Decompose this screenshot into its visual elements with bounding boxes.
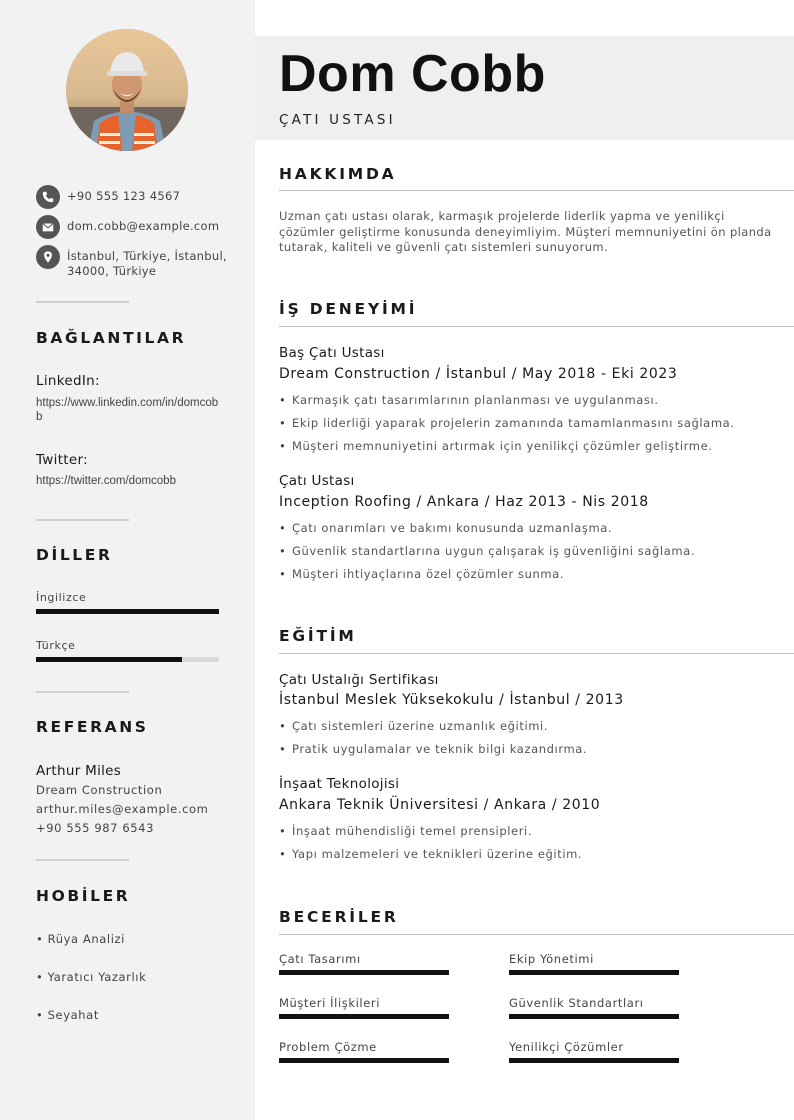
reference-company: Dream Construction — [36, 783, 163, 797]
skill-name: Ekip Yönetimi — [509, 952, 594, 966]
list-item: • Müşteri memnuniyetini artırmak için yenilikçi çözümler geliştirme. — [279, 439, 713, 453]
bullet-icon: • — [279, 742, 287, 756]
skill-level-fill — [509, 1058, 679, 1063]
address-text: İstanbul, Türkiye, İstanbul, 34000, Türkiye — [67, 249, 227, 278]
section-divider — [279, 653, 794, 654]
reference-name: Arthur Miles — [36, 763, 122, 779]
sidebar-divider — [36, 519, 129, 521]
list-item: • Karmaşık çatı tasarımlarının planlanması ve uygulanması. — [279, 393, 659, 407]
skill-level-fill — [279, 1014, 449, 1019]
skill-name: Yenilikçi Çözümler — [509, 1040, 624, 1054]
job-title: ÇATI USTASI — [279, 112, 396, 128]
skills-heading: BECERİLER — [279, 908, 399, 926]
education-heading: EĞİTİM — [279, 627, 357, 645]
reference-phone: +90 555 987 6543 — [36, 821, 155, 835]
language-level-fill — [36, 609, 219, 614]
sidebar-divider — [36, 301, 129, 303]
reference-heading: REFERANS — [36, 718, 149, 736]
list-item: • Güvenlik standartlarına uygun çalışarak iş güvenliğini sağlama. — [279, 544, 696, 558]
job-role: Çatı Ustası — [279, 473, 355, 489]
skill-name: Çatı Tasarımı — [279, 952, 361, 966]
job-role: Baş Çatı Ustası — [279, 345, 385, 361]
bullet-icon: • — [279, 847, 287, 861]
skill-level-fill — [279, 1058, 449, 1063]
language-level-fill — [36, 657, 182, 662]
bullet-icon: • — [36, 932, 44, 946]
bullet-icon: • — [279, 719, 287, 733]
experience-heading: İŞ DENEYİMİ — [279, 300, 418, 318]
languages-heading: DİLLER — [36, 546, 113, 564]
language-level-bar — [36, 609, 219, 614]
email-text: dom.cobb@example.com — [67, 219, 220, 233]
skill-level-bar — [279, 970, 449, 975]
sidebar — [0, 0, 255, 1120]
sidebar-divider — [36, 691, 129, 693]
list-item: • Pratik uygulamalar ve teknik bilgi kazandırma. — [279, 742, 588, 756]
education-school: Ankara Teknik Üniversitesi / Ankara / 2010 — [279, 797, 601, 813]
location-pin-icon — [36, 245, 60, 269]
skill-level-bar — [279, 1014, 449, 1019]
skill-level-bar — [509, 1014, 679, 1019]
hobby-item: • Seyahat — [36, 1008, 99, 1022]
about-text: Uzman çatı ustası olarak, karmaşık projelerde liderlik yapma ve yenilikçi çözümler geliştirme konusunda deneyimliyim. Müşteri memnuniyetini ön planda tutarak, kaliteli ve güvenli çatı sistemleri sunuyorum. — [279, 209, 772, 254]
bullet-icon: • — [279, 416, 287, 430]
twitter-link[interactable]: https://twitter.com/domcobb — [36, 475, 176, 487]
education-degree: İnşaat Teknolojisi — [279, 776, 400, 792]
skill-name: Güvenlik Standartları — [509, 996, 644, 1010]
language-level-bar — [36, 657, 219, 662]
bullet-icon: • — [279, 824, 287, 838]
section-divider — [279, 934, 794, 935]
profile-photo — [66, 29, 188, 151]
bullet-icon: • — [279, 544, 287, 558]
list-item: • Çatı onarımları ve bakımı konusunda uzmanlaşma. — [279, 521, 613, 535]
hobbies-heading: HOBİLER — [36, 887, 131, 905]
education-degree: Çatı Ustalığı Sertifikası — [279, 672, 439, 688]
list-item: • Ekip liderliği yaparak projelerin zamanında tamamlanmasını sağlama. — [279, 416, 735, 430]
job-company: Dream Construction / İstanbul / May 2018 - Eki 2023 — [279, 366, 678, 382]
list-item: • Çatı sistemleri üzerine uzmanlık eğitimi. — [279, 719, 549, 733]
bullet-icon: • — [279, 521, 287, 535]
sidebar-divider — [36, 859, 129, 861]
phone-text: +90 555 123 4567 — [67, 189, 181, 203]
skill-name: Müşteri İlişkileri — [279, 996, 380, 1010]
list-item: • Müşteri ihtiyaçlarına özel çözümler sunma. — [279, 567, 565, 581]
envelope-icon — [36, 215, 60, 239]
twitter-label: Twitter: — [36, 452, 88, 468]
skill-level-fill — [509, 1014, 679, 1019]
links-heading: BAĞLANTILAR — [36, 329, 187, 347]
hobby-item: • Rüya Analizi — [36, 932, 125, 946]
phone-icon — [36, 185, 60, 209]
job-company: Inception Roofing / Ankara / Haz 2013 - Nis 2018 — [279, 494, 649, 510]
bullet-icon: • — [36, 1008, 44, 1022]
bullet-icon: • — [279, 393, 287, 407]
contact-email — [36, 215, 236, 239]
section-divider — [279, 326, 794, 327]
hobby-item: • Yaratıcı Yazarlık — [36, 970, 147, 984]
about-heading: HAKKIMDA — [279, 165, 397, 183]
skill-level-bar — [279, 1058, 449, 1063]
linkedin-label: LinkedIn: — [36, 373, 100, 389]
language-name: İngilizce — [36, 591, 87, 604]
page-title: Dom Cobb — [279, 45, 546, 103]
section-divider — [279, 190, 794, 191]
skill-level-fill — [279, 970, 449, 975]
main-content — [255, 0, 794, 1120]
bullet-icon: • — [36, 970, 44, 984]
skill-level-bar — [509, 1058, 679, 1063]
reference-email: arthur.miles@example.com — [36, 802, 209, 816]
list-item: • Yapı malzemeleri ve teknikleri üzerine eğitim. — [279, 847, 583, 861]
bullet-icon: • — [279, 567, 287, 581]
language-name: Türkçe — [36, 639, 76, 652]
linkedin-link[interactable]: https://www.linkedin.com/in/domcobb — [36, 397, 219, 423]
education-school: İstanbul Meslek Yüksekokulu / İstanbul / 2013 — [279, 692, 624, 708]
list-item: • İnşaat mühendisliği temel prensipleri. — [279, 824, 533, 838]
skill-name: Problem Çözme — [279, 1040, 377, 1054]
avatar — [66, 29, 188, 151]
bullet-icon: • — [279, 439, 287, 453]
contact-phone — [36, 185, 236, 209]
skill-level-fill — [509, 970, 679, 975]
contact-address — [36, 245, 236, 279]
skill-level-bar — [509, 970, 679, 975]
